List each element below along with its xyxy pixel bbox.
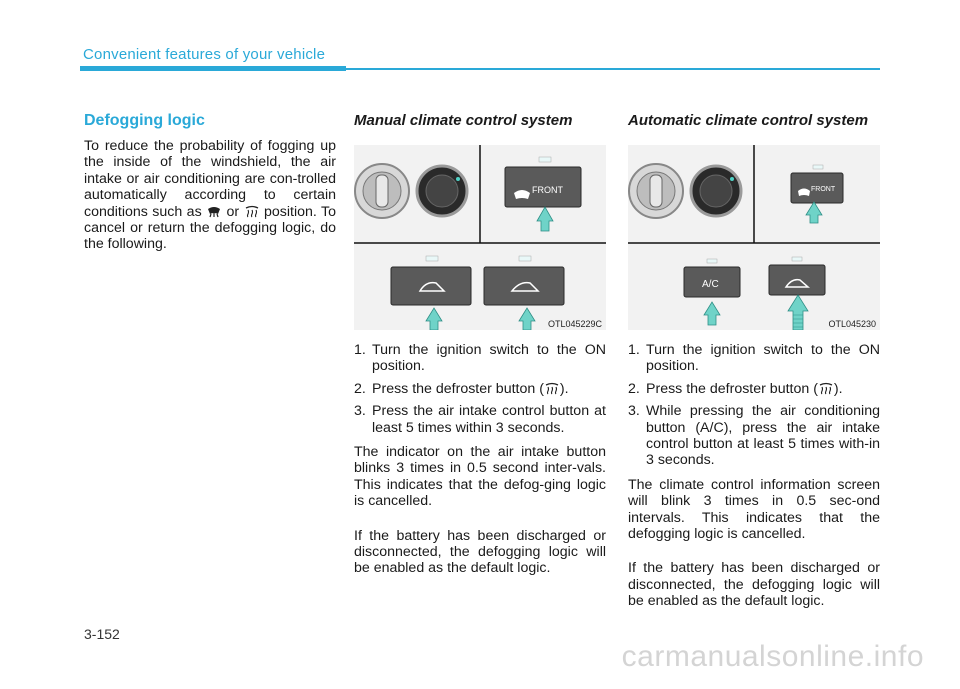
defroster-icon [818, 381, 834, 395]
step-3: 3. While pressing the air conditioning button (A/C), press the air intake control button at least 5 times with-in 3 seconds. [628, 403, 880, 469]
header-rule-thick [80, 66, 346, 71]
defroster-icon [544, 381, 560, 395]
page-number: 3-152 [84, 626, 120, 642]
defroster-icon [244, 204, 260, 218]
automatic-climate-figure [628, 145, 880, 330]
automatic-info-paragraph: The climate control information screen will blink 3 times in 0.5 sec-ond intervals. This indicates that the defogging logic is cancelled. [628, 476, 880, 543]
step-1: 1. Turn the ignition switch to the ON position. [628, 342, 880, 375]
paragraph-part-b: position. To cancel or return the defogging logic, do the following. [84, 203, 336, 253]
step-1: 1. Turn the ignition switch to the ON position. [354, 342, 606, 375]
ignition-key-icon [355, 164, 409, 218]
front-label: FRONT [532, 185, 563, 195]
column-automatic-climate [628, 112, 880, 624]
defogging-logic-paragraph [84, 138, 336, 253]
windshield-defrost-icon [206, 204, 222, 218]
step-3: 3. Press the air intake control button at least 5 times within 3 seconds. [354, 403, 606, 436]
section-header: Convenient features of your vehicle [83, 46, 326, 63]
front-label: FRONT [811, 186, 836, 193]
automatic-climate-title: Automatic climate control system [628, 112, 869, 129]
automatic-climate-illustration [628, 145, 880, 330]
step-2: 2. Press the defroster button ( ). [354, 380, 569, 397]
defogging-logic-title: Defogging logic [84, 112, 205, 129]
column-defogging-logic [84, 112, 336, 267]
figure-code: OTL045229C [547, 319, 602, 329]
manual-indicator-paragraph: The indicator on the air intake button blinks 3 times in 0.5 second inter-vals. This indicates that the defog-ging logic is cancelled. [354, 444, 606, 510]
paragraph-part-a: To reduce the probability of fogging up the inside of the windshield, the air intake or air conditioning are con-trolled automatically according to certain conditions such as [84, 138, 336, 220]
ignition-key-icon [629, 164, 683, 218]
header-rule-thin [346, 68, 880, 70]
step-2: 2. Press the defroster button ( ). [628, 380, 843, 397]
start-button-icon [691, 166, 741, 216]
automatic-battery-paragraph: If the battery has been discharged or disconnected, the defogging logic will be enabled as the default logic. [628, 560, 880, 610]
figure-code: OTL045230 [828, 319, 876, 329]
paragraph-or: or [226, 203, 240, 220]
manual-battery-paragraph: If the battery has been discharged or disconnected, the defogging logic will be enabled as the default logic. [354, 527, 606, 577]
manual-climate-illustration [354, 145, 606, 330]
column-manual-climate [354, 112, 606, 591]
manual-climate-title: Manual climate control system [354, 112, 573, 129]
ac-label: A/C [702, 279, 719, 290]
start-button-icon [417, 166, 467, 216]
manual-climate-figure [354, 145, 606, 330]
watermark: carmanualsonline.info [621, 640, 924, 673]
